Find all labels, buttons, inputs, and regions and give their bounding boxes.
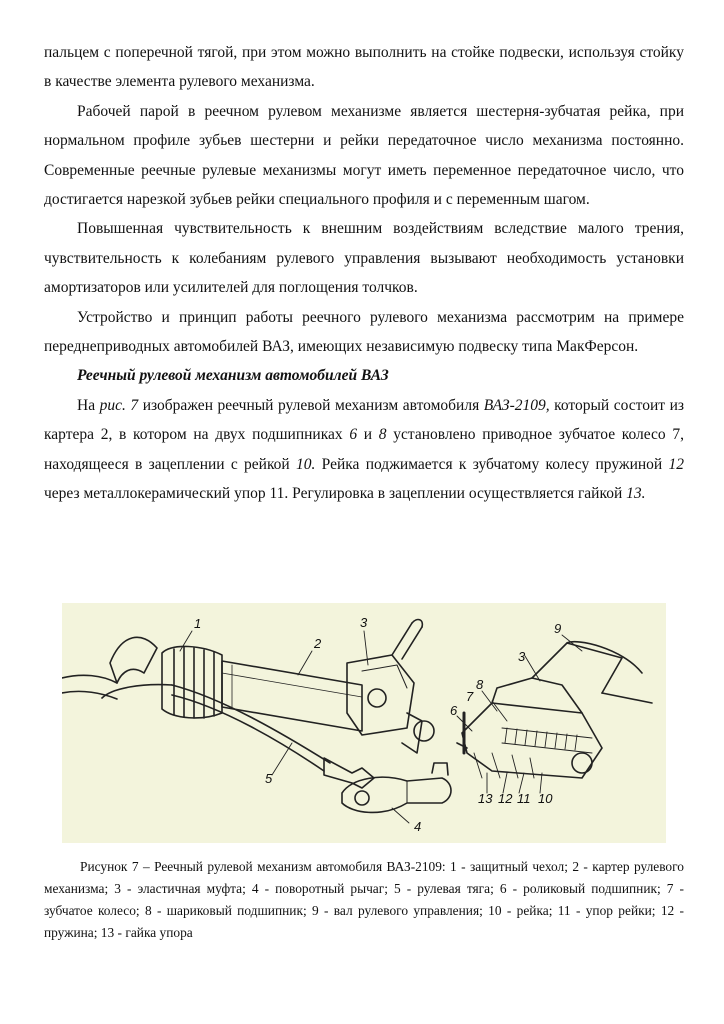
italic-text: 10.: [296, 455, 316, 473]
text-run: через металлокерамический упор 11. Регулировка в зацеплении осуществляется гайкой: [44, 485, 627, 503]
label-right-8: 8: [476, 677, 484, 692]
text-run: Устройство и принцип работы реечного рулевого механизма рассмотрим на примере переднеприводных автомобилей ВАЗ, имеющих независимую подвеску типа МакФерсон.: [44, 308, 684, 356]
clamp-left: [110, 637, 157, 683]
italic-text: 12: [668, 455, 684, 473]
label-left-2: 2: [314, 636, 322, 651]
figure-caption: [44, 856, 684, 944]
section-view: [457, 642, 652, 778]
label-right-9: 9: [554, 621, 562, 636]
text-run: который состоит из картера 2, в котором на двух подшипниках: [44, 396, 684, 444]
caption-text: Реечный рулевой механизм автомобиля ВАЗ-2109: 1 - защитный чехол; 2 - картер рулевого механизма; 3 - эластичная муфта; 4 - поворотный рычаг; 5 - рулевая тяга; 6 - роликовый подшипник; 7 - зубчатое колесо; 8 - шариковый подшипник; 9 - вал рулевого управления; 10 - рейка; 11 - упор рейки; 12 - пружина; 13 - гайка упора: [44, 859, 684, 940]
section-heading: Реечный рулевой механизм автомобилей ВАЗ: [77, 367, 389, 385]
paragraph-1: [44, 38, 684, 97]
label-right-10: 10: [538, 791, 553, 806]
paragraph-5: [44, 391, 684, 509]
housing-2: [222, 661, 362, 731]
label-left-1: 1: [194, 616, 202, 631]
italic-text: рис. 7: [99, 396, 139, 414]
coupling-3: [347, 620, 434, 753]
label-left-3: 3: [360, 615, 368, 630]
tie-rod-5: [172, 685, 374, 788]
label-right-11: 11: [517, 791, 531, 806]
label-right-12: 12: [498, 791, 513, 806]
italic-text: 6: [349, 426, 358, 444]
paragraph-2: [44, 97, 684, 215]
steering-mechanism-figure: [62, 603, 666, 843]
text-run: установлено приводное зубчатое колесо 7, находящееся в зацеплении с рейкой: [44, 426, 685, 473]
text-run: пальцем с поперечной тягой, при этом можно выполнить на стойке подвески, используя стойку в качестве элемента рулевого механизма.: [44, 44, 684, 91]
label-right-13: 13: [478, 791, 493, 806]
text-run: Повышенная чувствительность к внешним воздействиям вследствие малого трения, чувствительность к колебаниям рулевого управления вызывают необходимость установки амортизаторов или усилителей для поглощения толчков.: [44, 220, 684, 297]
figure-labels: [194, 615, 561, 834]
label-right-7: 7: [466, 689, 474, 704]
protective-boot-1: [162, 646, 222, 718]
text-run: изображен реечный рулевой механизм автомобиля: [138, 396, 484, 414]
paragraph-3: [44, 214, 684, 302]
text-run: Рейка поджимается к зубчатому колесу пружиной: [315, 455, 669, 473]
label-left-4: 4: [414, 819, 422, 834]
caption-lead: Рисунок 7 –: [80, 859, 150, 874]
document-page: [44, 38, 684, 509]
label-right-3: 3: [518, 649, 526, 664]
steering-mechanism-drawing: [62, 603, 666, 843]
text-run: На: [77, 396, 100, 414]
paragraph-4: [44, 303, 684, 362]
italic-text: 13.: [626, 485, 646, 503]
text-run: и: [357, 426, 379, 444]
text-run: Рабочей парой в реечном рулевом механизме является шестерня-зубчатая рейка, при нормальном профиле зубьев шестерни и рейки передаточное число механизма постоянно. Современные реечные рулевые механизмы могут иметь переменное передаточное число, что достигается нарезкой зубьев рейки специального профиля и с переменным шагом.: [44, 102, 684, 209]
label-right-6: 6: [450, 703, 458, 718]
italic-text: ВАЗ-2109,: [483, 396, 550, 414]
italic-text: 8: [378, 426, 387, 444]
label-left-5: 5: [265, 771, 273, 786]
